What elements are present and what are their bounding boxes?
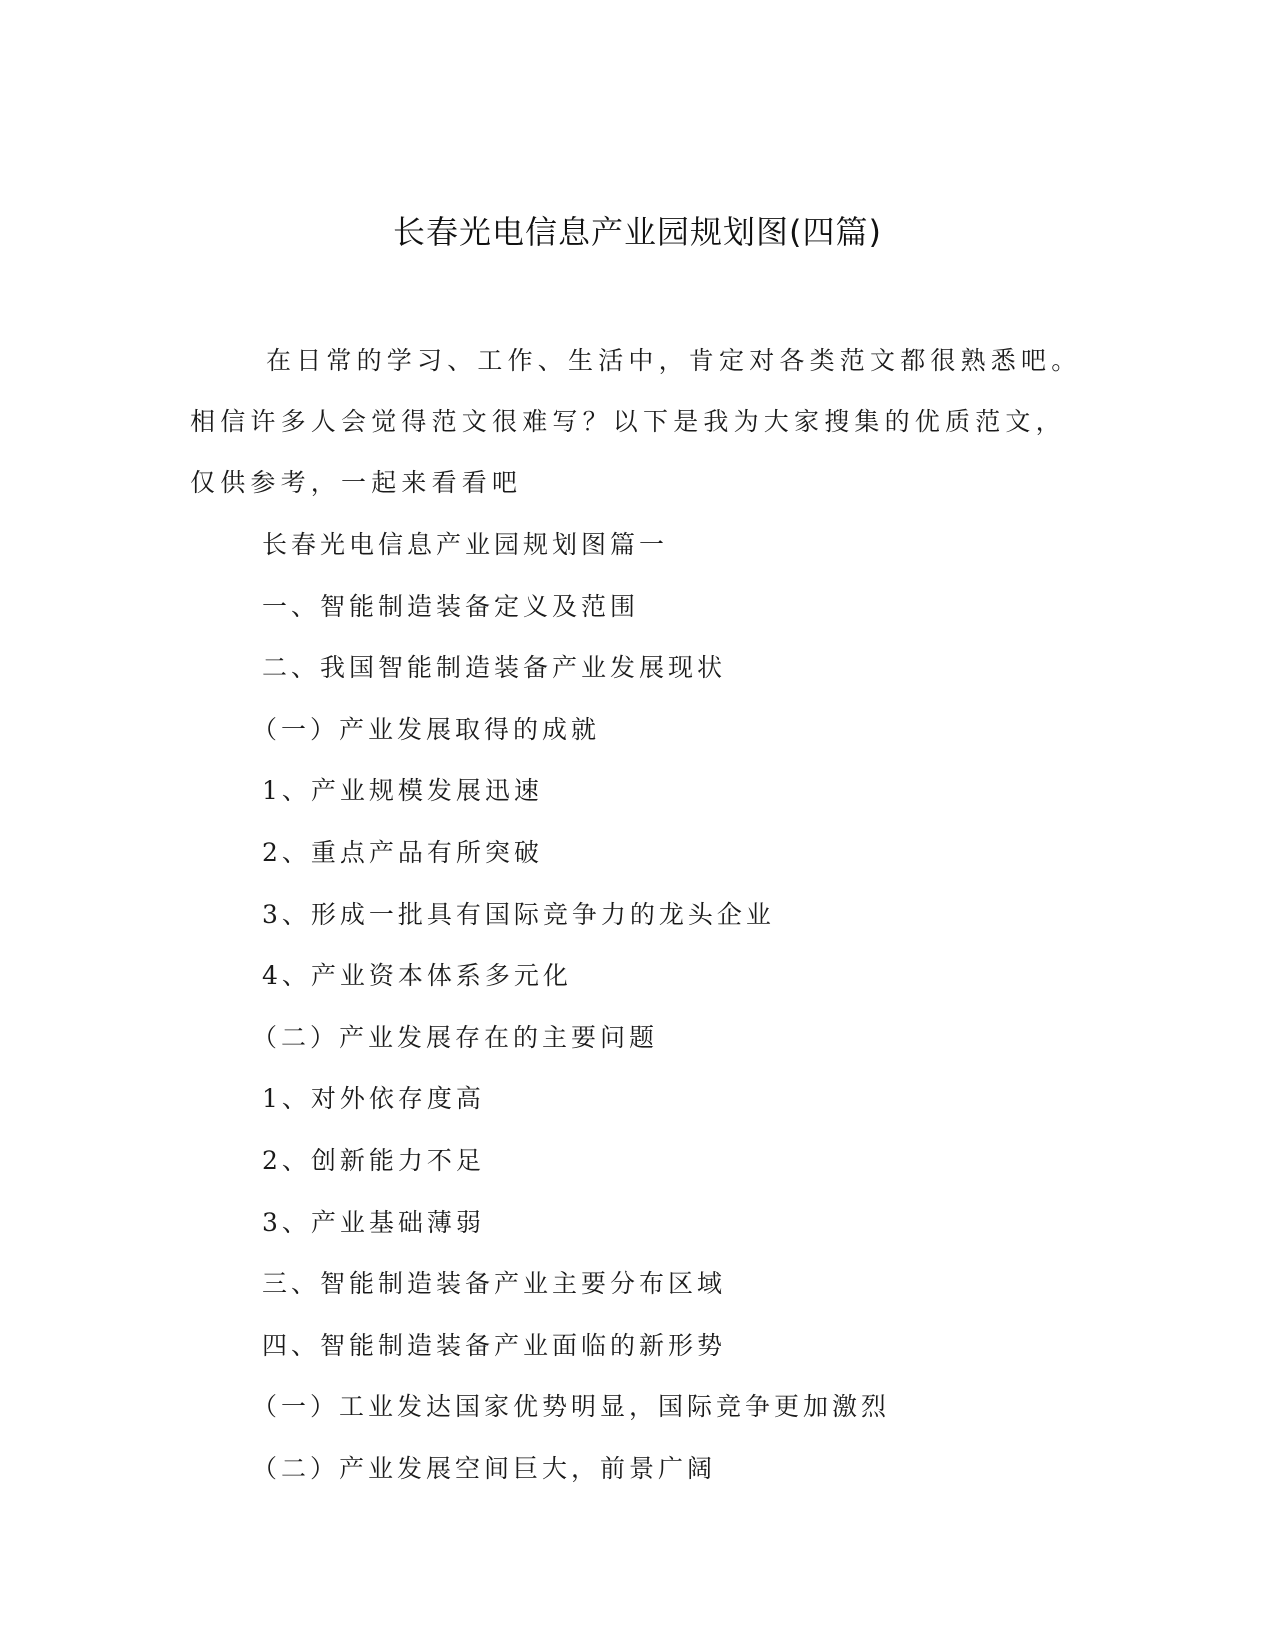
outline-item: 3、产业基础薄弱 (262, 1207, 485, 1237)
outline-item: （二）产业发展存在的主要问题 (252, 1022, 659, 1052)
outline-item: 2、重点产品有所突破 (262, 837, 543, 867)
outline-item: （二）产业发展空间巨大，前景广阔 (252, 1453, 717, 1483)
outline-item: 四、智能制造装备产业面临的新形势 (262, 1330, 727, 1360)
outline-item: 三、智能制造装备产业主要分布区域 (262, 1269, 727, 1299)
outline-item: 4、产业资本体系多元化 (262, 961, 572, 991)
document-title: 长春光电信息产业园规划图(四篇) (393, 213, 882, 251)
outline-item: （一）工业发达国家优势明显，国际竞争更加激烈 (252, 1392, 891, 1422)
section-heading: 长春光电信息产业园规划图篇一 (262, 530, 669, 559)
outline-list (190, 514, 1090, 1500)
outline-item: 二、我国智能制造装备产业发展现状 (262, 653, 727, 683)
outline-item: 1、产业规模发展迅速 (262, 776, 543, 806)
outline-item: （一）产业发展取得的成就 (252, 714, 601, 744)
intro-paragraph: 在日常的学习、工作、生活中，肯定对各类范文都很熟悉吧。相信许多人会觉得范文很难写？以下是我为大家搜集的优质范文，仅供参考，一起来看看吧 (190, 346, 1082, 497)
outline-item: 1、对外依存度高 (262, 1084, 485, 1114)
outline-item: 2、创新能力不足 (262, 1145, 485, 1175)
outline-item: 3、形成一批具有国际竞争力的龙头企业 (262, 899, 775, 929)
outline-item: 一、智能制造装备定义及范围 (262, 591, 640, 621)
